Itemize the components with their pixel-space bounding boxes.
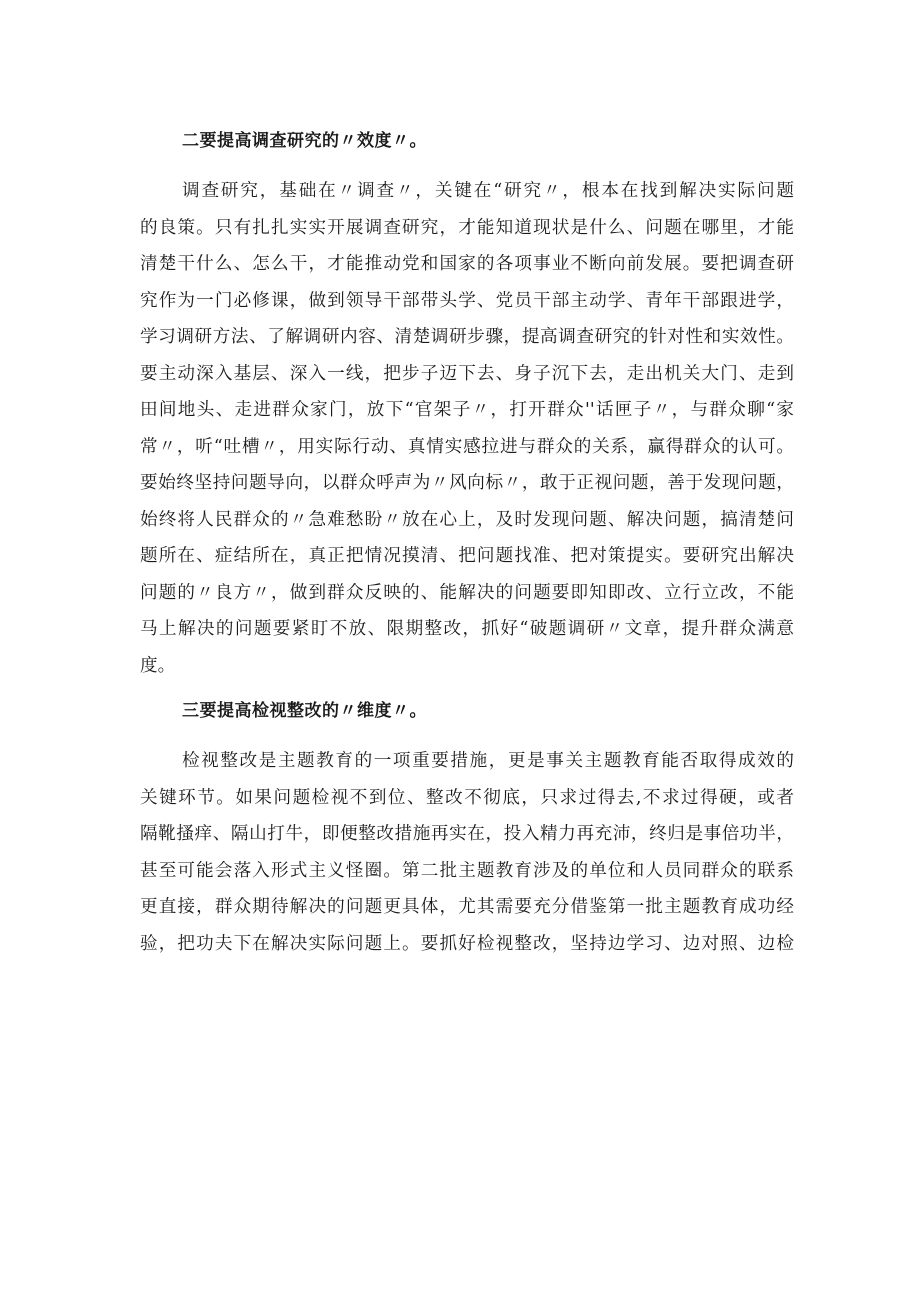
paragraph-line: 题所在、症结所在，真正把情况摸清、把问题找准、把对策提实。要研究出解决 [140,546,794,566]
paragraph-line: 要始终坚持问题导向，以群众呼声为〃风向标〃，敢于正视问题，善于发现问题， [140,473,794,493]
paragraph-line: 究作为一门必修课，做到领导干部带头学、党员干部主动学、青年干部跟进学， [140,290,794,311]
section-heading-3: 三要提高检视整改的〃维度〃。 [182,701,427,721]
spacer [140,726,794,743]
document-body [140,126,794,962]
paragraph-line: 检视整改是主题教育的一项重要措施，更是事关主题教育能否取得成效的 [182,751,794,771]
section-heading-2: 二要提高调查研究的〃效度〃。 [182,131,427,151]
paragraph-line: 度。 [140,655,176,676]
spacer [140,684,794,696]
paragraph-line: 验，把功夫下在解决实际问题上。要抓好检视整改，坚持边学习、边对照、边检 [140,933,794,954]
paragraph-line: 始终将人民群众的〃急难愁盼〃放在心上，及时发现问题、解决问题，搞清楚问 [140,509,794,530]
paragraph-line: 的良策。只有扎扎实实开展调查研究，才能知道现状是什么、问题在哪里，才能 [140,217,794,238]
paragraph-line: 马上解决的问题要紧盯不放、限期整改，抓好“破题调研〃文章，提升群众满意 [140,619,794,639]
paragraph-line: 田间地头、走进群众家门，放下“官架子〃，打开群众''话匣子〃，与群众聊“家 [140,400,794,420]
spacer [140,156,794,173]
section-paragraph-3 [140,743,794,962]
paragraph-line: 常〃，听“吐槽〃，用实际行动、真情实感拉进与群众的关系，赢得群众的认可。 [140,436,794,457]
paragraph-line: 要主动深入基层、深入一线，把步子迈下去、身子沉下去，走出机关大门、走到 [140,363,794,384]
paragraph-line: 关键环节。如果问题检视不到位、整改不彻底，只求过得去,不求过得硬，或者 [140,787,794,808]
section-paragraph-2 [140,173,794,684]
paragraph-line: 问题的〃良方〃，做到群众反映的、能解决的问题要即知即改、立行立改，不能 [140,582,794,603]
paragraph-line: 学习调研方法、了解调研内容、清楚调研步骤，提高调查研究的针对性和实效性。 [140,327,794,347]
paragraph-line: 调查研究，基础在〃调查〃，关键在“研究〃，根本在找到解决实际问题 [182,181,794,201]
paragraph-line: 清楚干什么、怎么干，才能推动党和国家的各项事业不断向前发展。要把调查研 [140,254,794,274]
paragraph-line: 隔靴搔痒、隔山打牛，即便整改措施再实在，投入精力再充沛，终归是事倍功半， [140,824,794,844]
paragraph-line: 更直接，群众期待解决的问题更具体，尤其需要充分借鉴第一批主题教育成功经 [140,897,794,917]
paragraph-line: 甚至可能会落入形式主义怪圈。第二批主题教育涉及的单位和人员同群众的联系 [140,860,794,881]
